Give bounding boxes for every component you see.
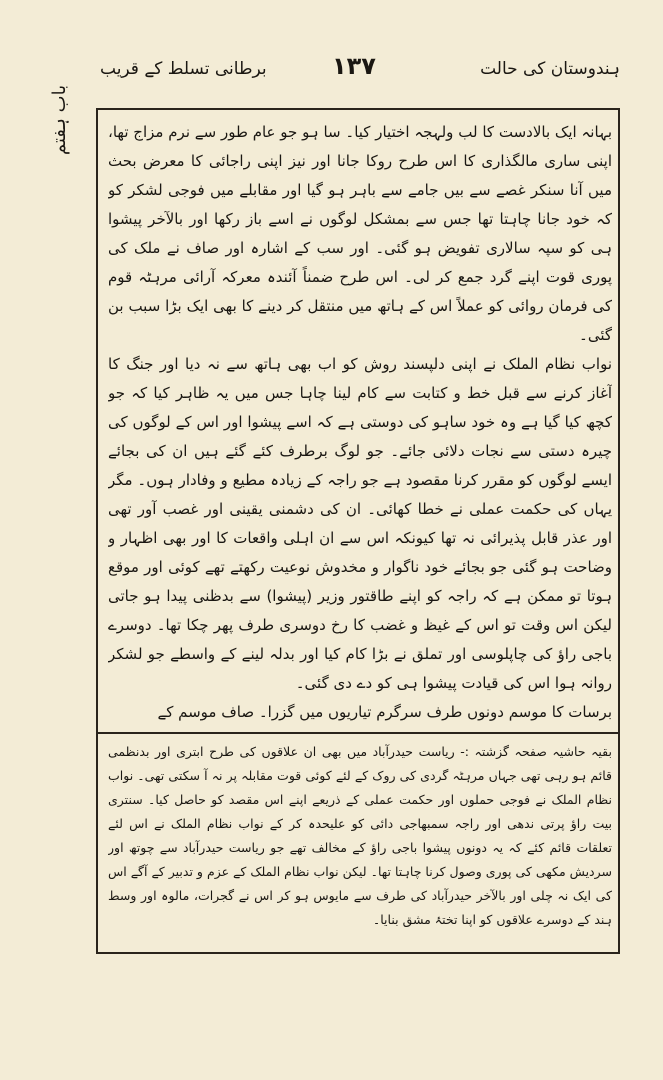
running-header (100, 52, 620, 92)
main-text (108, 118, 612, 726)
chapter-title: ہندوستان کی حالت (480, 59, 620, 79)
section-title: برطانی تسلط کے قریب (100, 59, 267, 79)
page-number: ۱۳۷ (332, 52, 376, 80)
paragraph: بہانہ ایک بالادست کا لب ولہجہ اختیار کیا۔ سا ہو جو عام طور سے نرم مزاج تھا، اپنی ساری مالگذاری کا اس طرح روکا جانا اور نیز اپنی راجائی کا معرض بحث میں آنا سنکر غصے سے بیں جامے سے باہر ہو گیا اور مقابلے میں فوجی لشکر کو کہ خود جانا چاہتا تھا جس سے بمشکل لوگوں نے اسے باز رکھا اور بالآخر پیشوا ہی کو سپہ سالاری تفویض ہو گئی۔ اور سب کے اشارہ اور صاف نے ملک کی پوری قوت اپنے گرد جمع کر لی۔ اس طرح ضمناً آئندہ معرکہ آرائی مرہٹہ قوم کی فرمان روائی کو عملاً اس کے ہاتھ میں منتقل کر دینے کا بھی ایک بڑا سبب بن گئی۔ (108, 123, 612, 344)
footnote-divider (96, 732, 620, 734)
chapter-side-label: باب ہفتم (49, 84, 70, 156)
footnote (108, 740, 612, 946)
paragraph: برسات کا موسم دونوں طرف سرگرم تیاریوں میں گزرا۔ صاف موسم کے (157, 703, 612, 721)
footnote-text: بقیہ حاشیہ صفحہ گزشتہ :- ریاست حیدرآباد میں بھی ان علاقوں کی طرح ابتری اور بدنظمی قائم ہو رہی تھی جہاں مرہٹہ گردی کی روک کے لئے کوئی قوت مقابلہ پر نہ آ سکتی تھی۔ نواب نظام الملک نے فوجی حملوں اور حکمت عملی کے ذریعے اپنے اس مقصد کو حاصل کیا۔ سنتری بیت راؤ پرتی ندھی اور راجہ سمبھاجی دائی کو علیحدہ کر کے نواب نظام الملک نے اس لئے تعلقات قائم کئے کہ یہ دونوں پیشوا باجی راؤ کے مخالف تھے جو ریاست حیدرآباد سے چوتھ اور سردیش مکھی کی پوری وصول کرنا چاہتا تھا۔ لیکن نواب نظام الملک کے عزم و تدبیر کے آگے اس کی ایک نہ چلی اور بالآخر حیدرآباد کی طرف سے مایوس ہو کر اس نے گجرات، مالوہ اور وسط ہند کے دوسرے علاقوں کو اپنا تختۂ مشق بنایا۔ (108, 744, 612, 927)
paragraph: نواب نظام الملک نے اپنی دلپسند روش کو اب بھی ہاتھ سے نہ دیا اور جنگ کا آغاز کرنے سے قبل خط و کتابت سے کام لینا چاہا جس میں یہ ظاہر کیا کہ جو کچھ کیا گیا ہے وہ خود ساہو کی دوستی ہے کہ اسے پیشوا اور اس کے لوگوں کی چیرہ دستی سے نجات دلائی جائے۔ جو لوگ برطرف کئے گئے ہیں ان کی بجائے ایسے لوگوں کو مقرر کرنا مقصود ہے جو راجہ کے زیادہ مطیع و وفادار ہوں۔ مگر یہاں کی حکمت عملی نے خطا کھائی۔ ان کی دشمنی یقینی اور غصب آور تھی اور عذر قابل پذیرائی نہ تھا کیونکہ اس سے ان اہلی واقعات کا اور بھی اظہار و وضاحت ہو گئی جو بجائے خود ناگوار و مخدوش نوعیت رکھتے تھے کوئی اور موقع ہوتا تو ممکن ہے کہ راجہ کو اپنے طاقتور وزیر (پیشوا) سے بدظنی پیدا ہو جاتی لیکن اس وقت تو اس کے غیظ و غضب کا رخ دوسری طرف پھر چکا تھا۔ دوسرے باجی راؤ کی چاپلوسی اور تملق نے بڑا کام کیا اور بدلہ لینے کے واسطے جو لشکر روانہ ہوا اس کی قیادت پیشوا ہی کو دے دی گئی۔ (108, 355, 612, 692)
